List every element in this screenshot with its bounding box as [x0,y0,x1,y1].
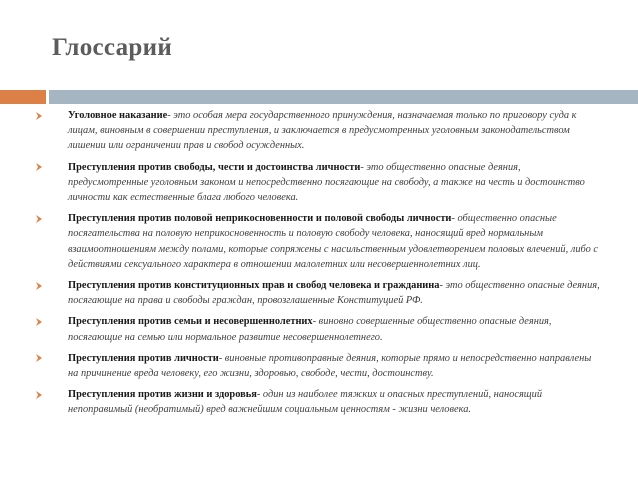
glossary-term: Преступления против семьи и несовершеннолетних [68,316,313,328]
glossary-term: Преступления против конституционных прав и свобод человека и гражданина [68,280,440,292]
glossary-definition: - виновно совершенные общественно опасные деяния, посягающие на семью или нормальное развитие несовершеннолетнего. [68,316,552,343]
arrow-check-bullet-icon [34,278,46,293]
accent-band [0,90,46,104]
glossary-definition: - это общественно опасные деяния, предусмотренные уголовным законом и непосредственно посягающие на свободу, а также на честь и достоинство личности как естественные блага любого человека. [68,161,585,204]
glossary-item [34,160,602,206]
glossary-item [34,387,602,417]
glossary-item [34,108,602,154]
glossary-list [34,108,602,424]
glossary-term: Преступления против жизни и здоровья [68,389,257,401]
glossary-item [34,211,602,272]
glossary-definition: - это общественно опасные деяния, посягающие на права и свободы граждан, провозглашенные Конституцией РФ. [68,280,600,307]
arrow-check-bullet-icon [34,160,46,175]
slide-title: Глоссарий [52,34,173,61]
arrow-check-bullet-icon [34,351,46,366]
glossary-item [34,278,602,308]
glossary-term: Преступления против половой неприкосновенности и половой свободы личности [68,213,452,225]
arrow-check-bullet-icon [34,211,46,226]
arrow-check-bullet-icon [34,108,46,123]
glossary-definition: - один из наиболее тяжких и опасных преступлений, наносящий непоправимый (необратимый) вред важнейшим социальным ценностям - жизни человека. [68,389,543,416]
glossary-definition: - общественно опасные посягательства на половую неприкосновенность и половую свободу человека, наносящий вред нормальным взаимоотношениям между полами, которые сопряжены с насильственным удовлетворением половых влечений, либо с действиями сексуального характера в отношении малолетних или несовершеннолетних лиц. [68,213,599,270]
glossary-term: Уголовное наказание [68,110,168,121]
title-underline-band [49,90,638,104]
arrow-check-bullet-icon [34,387,46,402]
glossary-item [34,314,602,344]
glossary-term: Преступления против личности [68,352,219,364]
glossary-term: Преступления против свободы, чести и достоинства личности [68,161,361,173]
glossary-item [34,351,602,381]
glossary-definition: - это особая мера государственного принуждения, назначаемая только по приговору суда к лицам, виновным в совершении преступления, и заключается в предусмотренных уголовным законодательством лишении или ограничении прав и свобод осужденных. [68,110,577,152]
glossary-definition: - виновные противоправные деяния, которые прямо и непосредственно направлены на причинение вреда человеку, его жизни, здоровью, свободе, чести, достоинству. [68,352,592,380]
arrow-check-bullet-icon [34,314,46,329]
